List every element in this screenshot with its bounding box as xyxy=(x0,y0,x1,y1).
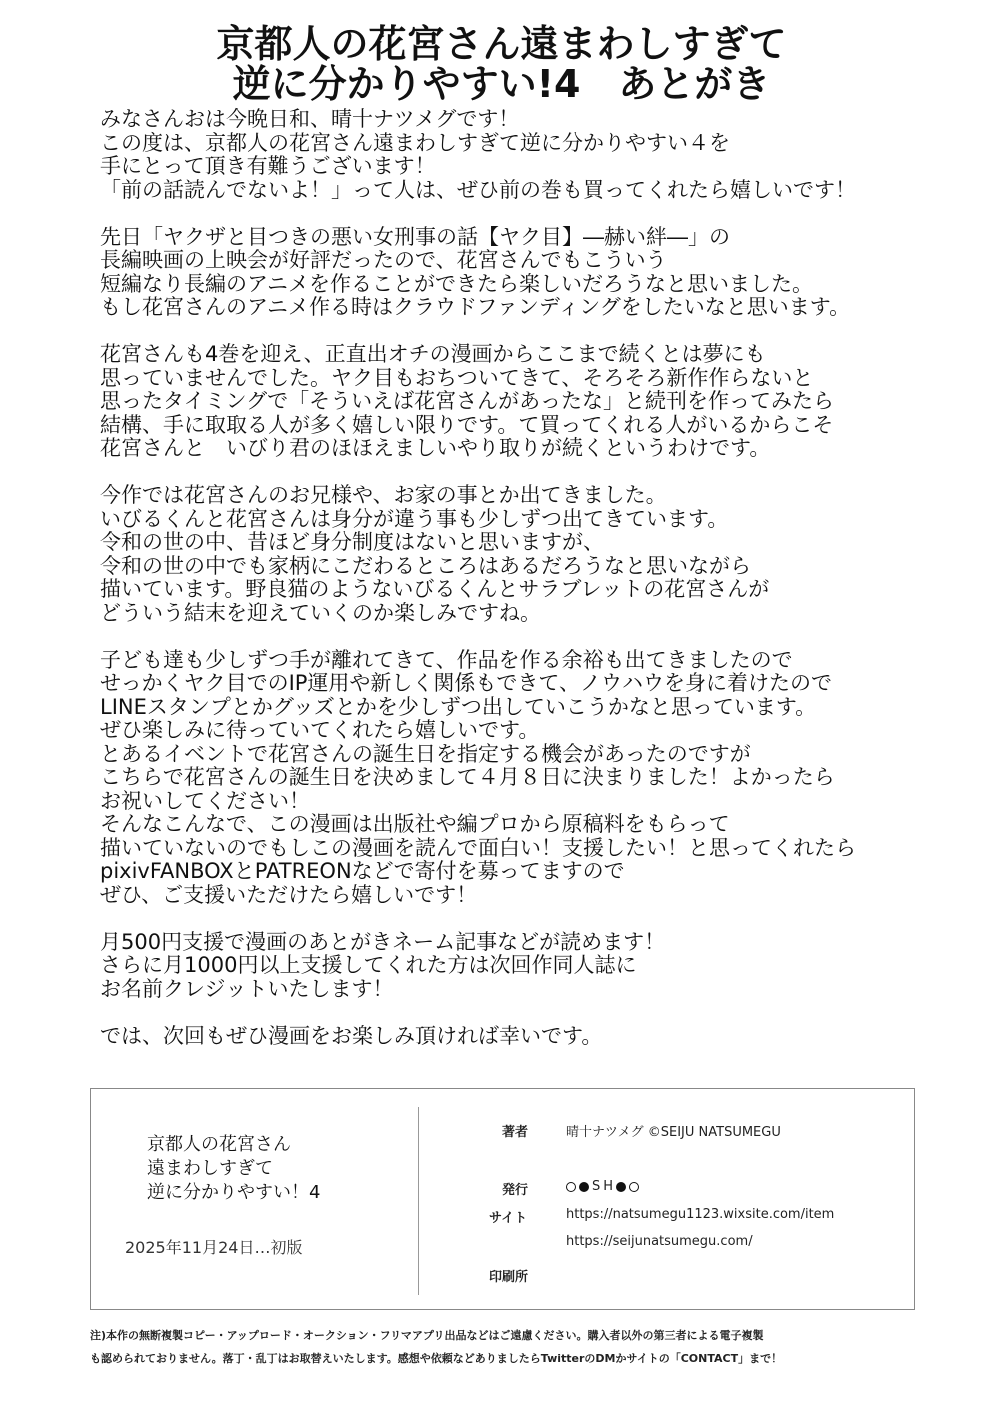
site-url-link[interactable]: https://natsumegu1123.wixsite.com/item xyxy=(566,1207,835,1222)
paragraph-line: ぜひ、ご支援いただけたら嬉しいです！ xyxy=(100,882,478,907)
paragraph-line: 花宮さんと いびり君のほほえましいやり取りが続くというわけです。 xyxy=(100,436,771,460)
footer-note-line: も認められておりません。落丁・乱丁はお取替えいたします。感想や依頼などありましたらTwitterのDMかサイトの「CONTACT」まで！ xyxy=(90,1352,783,1365)
circle-outline-icon xyxy=(629,1182,639,1192)
paragraph-line: 描いています。野良猫のようないびるくんとサラブレットの花宮さんが xyxy=(100,577,770,601)
paragraph-line: 花宮さんも4巻を迎え、正直出オチの漫画からここまで続くとは夢にも xyxy=(100,342,766,366)
paragraph-line: 思っていませんでした。ヤク目もおちついてきて、そろそろ新作作らないと xyxy=(100,365,814,390)
colophon-book-title xyxy=(147,1133,320,1205)
paragraph-line: 短編なり長編のアニメを作ることができたら楽しいだろうなと思いました。 xyxy=(100,271,813,296)
paragraph-line: LINEスタンプとかグッズとかを少しずつ出していこうかなと思っています。 xyxy=(100,694,817,719)
paragraph-line: 令和の世の中、昔ほど身分制度はないと思いますが、 xyxy=(100,530,604,554)
paragraph-line: 手にとって頂き有難うございます！ xyxy=(100,154,436,178)
publisher-logo xyxy=(566,1179,639,1194)
book-title-line: 遠まわしすぎて xyxy=(147,1158,273,1179)
title-line-1: 京都人の花宮さん遠まわしすぎて xyxy=(216,22,787,66)
book-title-line: 京都人の花宮さん xyxy=(147,1134,291,1155)
afterword-body xyxy=(100,108,980,1072)
footer-note-line: 注)本作の無断複製コピー・アップロード・オークション・フリマアプリ出品などはご遠慮ください。購入者以外の第三者による電子複製 xyxy=(90,1329,764,1342)
paragraph xyxy=(100,1025,980,1049)
circle-outline-icon xyxy=(566,1182,576,1192)
paragraph-line: pixivFANBOXとPATREONなどで寄付を募ってますので xyxy=(100,859,625,883)
site-url-link[interactable]: https://seijunatsumegu.com/ xyxy=(566,1234,753,1249)
paragraph xyxy=(100,484,980,625)
paragraph-line: お名前クレジットいたします！ xyxy=(100,976,394,1001)
author-label: 著者 xyxy=(502,1125,529,1140)
paragraph-line: お祝いしてください！ xyxy=(100,788,310,813)
paragraph-line: いびるくんと花宮さんは身分が違う事も少しずつ出てきています。 xyxy=(100,506,729,531)
paragraph-line: そんなこんなで、この漫画は出版社や編プロから原稿料をもらって xyxy=(100,812,730,836)
footer-note xyxy=(90,1324,950,1370)
paragraph-line: 結構、手に取取る人が多く嬉しい限りです。て買ってくれる人がいるからこそ xyxy=(100,412,834,437)
paragraph-line: 先日「ヤクザと目つきの悪い女刑事の話【ヤク目】―赫い絆―」の xyxy=(100,224,730,249)
paragraph-line: では、次回もぜひ漫画をお楽しみ頂ければ幸いです。 xyxy=(100,1023,603,1048)
page-title xyxy=(0,24,1003,104)
paragraph-line: 月500円支援で漫画のあとがきネーム記事などが読めます！ xyxy=(100,929,666,954)
paragraph-line: 「前の話読んでないよ！」って人は、ぜひ前の巻も買ってくれたら嬉しいです！ xyxy=(100,177,856,202)
paragraph-line: 今作では花宮さんのお兄様や、お家の事とか出てきました。 xyxy=(100,483,667,507)
paragraph-line: どういう結末を迎えていくのか楽しみですね。 xyxy=(100,600,541,625)
paragraph xyxy=(100,108,980,202)
paragraph-line: さらに月1000円以上支援してくれた方は次回作同人誌に xyxy=(100,953,637,977)
paragraph xyxy=(100,649,980,908)
publisher-letter: S xyxy=(592,1179,601,1194)
paragraph xyxy=(100,343,980,461)
paragraph-line: とあるイベントで花宮さんの誕生日を指定する機会があったのですが xyxy=(100,741,751,766)
paragraph-line: せっかくヤク目でのIP運用や新しく関係もできて、ノウハウを身に着けたので xyxy=(100,671,833,695)
circle-filled-icon xyxy=(579,1182,589,1192)
paragraph-line: この度は、京都人の花宮さん遠まわしすぎて逆に分かりやすい４を xyxy=(100,130,730,155)
paragraph-line: 思ったタイミングで「そういえば花宮さんがあったな」と続刊を作ってみたら xyxy=(100,389,834,413)
paragraph-line: ぜひ楽しみに待っていてくれたら嬉しいです。 xyxy=(100,718,540,742)
paragraph xyxy=(100,226,980,320)
publisher-letter: H xyxy=(603,1179,614,1194)
paragraph-line: 子ども達も少しずつ手が離れてきて、作品を作る余裕も出てきましたので xyxy=(100,647,793,672)
paragraph xyxy=(100,931,980,1002)
paragraph-line: もし花宮さんのアニメ作る時はクラウドファンディングをしたいなと思います。 xyxy=(100,295,851,319)
paragraph-line: 長編映画の上映会が好評だったので、花宮さんでもこういう xyxy=(100,248,667,272)
paragraph-line: 令和の世の中でも家柄にこだわるところはあるだろうなと思いながら xyxy=(100,553,751,578)
book-title-line: 逆に分かりやすい！4 xyxy=(147,1182,321,1203)
circle-filled-icon xyxy=(616,1182,626,1192)
title-line-2: 逆に分かりやすい!4 あとがき xyxy=(232,62,771,106)
colophon-box xyxy=(90,1088,915,1310)
paragraph-line: みなさんおは今晩日和、晴十ナツメグです！ xyxy=(100,107,520,131)
paragraph-line: こちらで花宮さんの誕生日を決めまして４月８日に決まりました！よかったら xyxy=(100,765,835,789)
paragraph-line: 描いていないのでもしこの漫画を読んで面白い！支援したい！と思ってくれたら xyxy=(100,835,856,860)
colophon-divider xyxy=(418,1107,419,1295)
publisher-label: 発行 xyxy=(502,1183,529,1198)
site-label: サイト xyxy=(489,1211,528,1226)
edition-date: 2025年11月24日…初版 xyxy=(125,1238,303,1257)
author-value: 晴十ナツメグ ©SEIJU NATSUMEGU xyxy=(566,1125,781,1140)
printer-label: 印刷所 xyxy=(489,1270,529,1285)
